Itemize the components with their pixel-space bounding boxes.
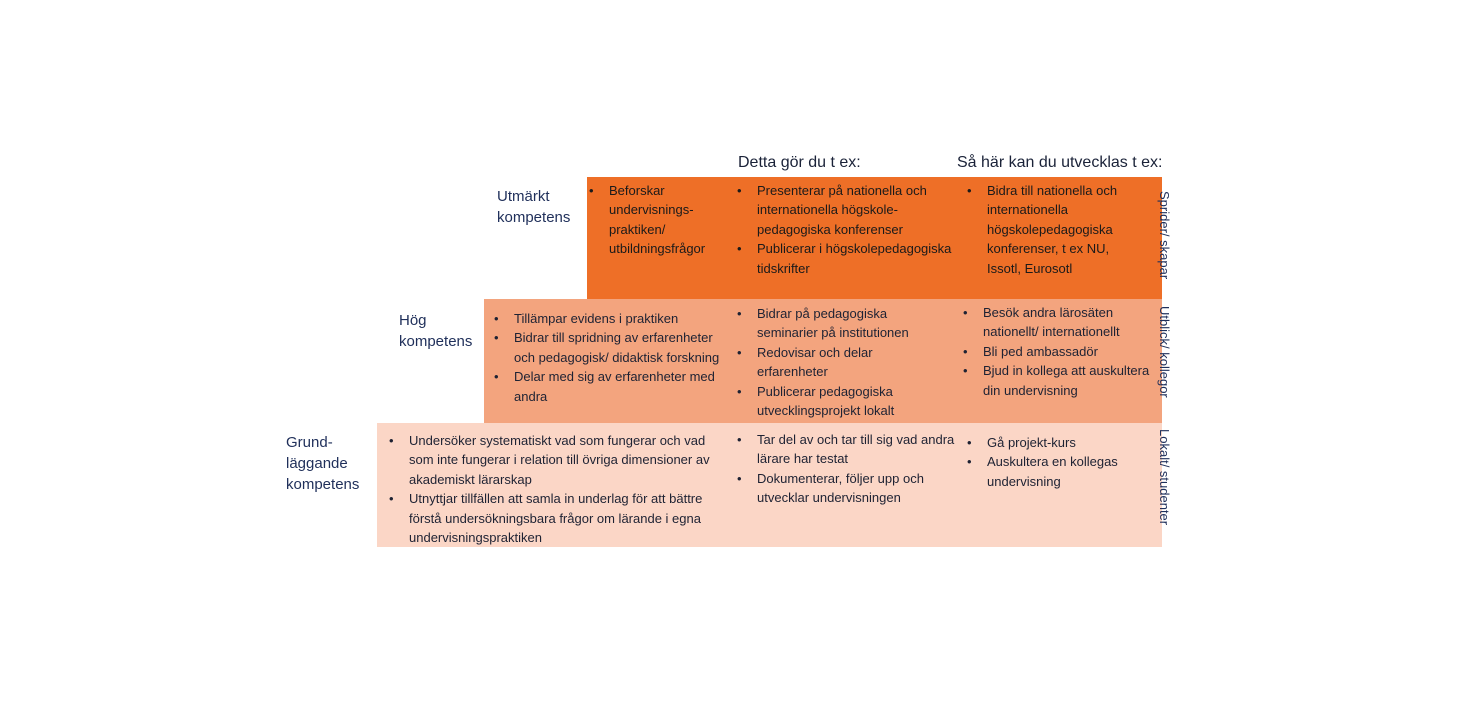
list-item: • Bjud in kollega att auskultera din undervisning	[961, 361, 1156, 400]
list-item: • Dokumenterar, följer upp och utvecklar undervisningen	[735, 469, 957, 508]
level-label-basic: Grund- läggande kompetens	[286, 434, 360, 493]
list-item: • Delar med sig av erfarenheter med andra	[492, 367, 728, 406]
does-list-basic	[735, 430, 957, 508]
develop-list-high	[961, 303, 1156, 400]
list-item: • Bidrar till spridning av erfarenheter och pedagogisk/ didaktisk forskning	[492, 328, 728, 367]
column-header-does: Detta gör du t ex:	[738, 154, 861, 171]
list-item: • Bli ped ambassadör	[961, 342, 1156, 361]
competence-list-high	[492, 309, 728, 406]
competence-list-excellent	[587, 181, 727, 259]
list-item: • Undersöker systematiskt vad som fungerar och vad som inte fungerar i relation till övriga dimensioner av akademiskt lärarskap	[387, 431, 727, 489]
develop-list-excellent	[965, 181, 1135, 278]
list-item: • Gå projekt-kurs	[965, 433, 1145, 452]
does-list-excellent	[735, 181, 957, 278]
list-item: • Publicerar i högskolepedagogiska tidskrifter	[735, 239, 957, 278]
list-item: • Auskultera en kollegas undervisning	[965, 452, 1145, 491]
list-item: • Tillämpar evidens i praktiken	[492, 309, 728, 328]
list-item: • Redovisar och delar erfarenheter	[735, 343, 945, 382]
list-item: • Presenterar på nationella och internationella högskole-pedagogiska konferenser	[735, 181, 957, 239]
list-item: • Tar del av och tar till sig vad andra lärare har testat	[735, 430, 957, 469]
list-item: • Utnyttjar tillfällen att samla in underlag för att bättre förstå undersökningsbara frågor om lärande i egna undervisningspraktiken	[387, 489, 727, 547]
list-item: • Bidrar på pedagogiska seminarier på institutionen	[735, 304, 945, 343]
column-header-develop: Så här kan du utvecklas t ex:	[957, 154, 1163, 171]
does-list-high	[735, 304, 945, 420]
list-item: • Publicerar pedagogiska utvecklingsprojekt lokalt	[735, 382, 945, 421]
level-label-high: Hög kompetens	[399, 312, 473, 350]
competence-list-basic	[387, 431, 727, 547]
list-item: • Beforskar undervisnings-praktiken/ utbildningsfrågor	[587, 181, 727, 259]
develop-list-basic	[965, 433, 1145, 491]
list-item: • Besök andra lärosäten nationellt/ internationellt	[961, 303, 1156, 342]
list-item: • Bidra till nationella och internationella högskolepedagogiska konferenser, t ex NU, Issotl, Eurosotl	[965, 181, 1135, 278]
level-label-excellent: Utmärkt kompetens	[497, 188, 571, 226]
